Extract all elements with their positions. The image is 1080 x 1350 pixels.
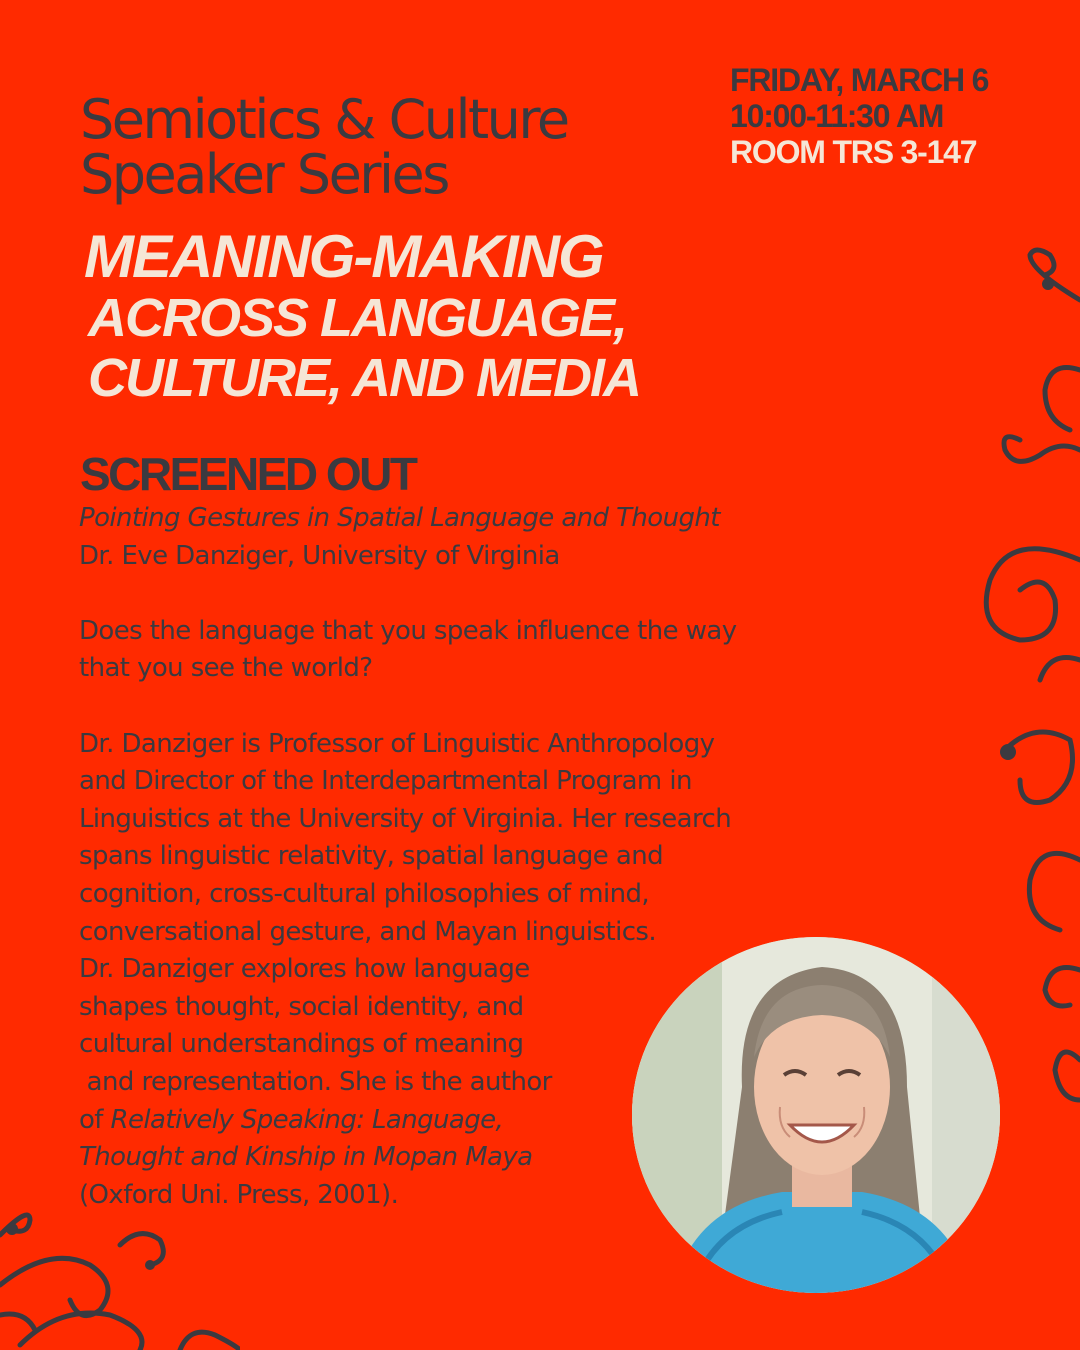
book-title-part-1: Relatively Speaking: Language,	[110, 1104, 504, 1135]
swirl-ornament-bottom-left	[0, 1195, 240, 1350]
series-title	[80, 88, 700, 206]
talk-title: SCREENED OUT	[80, 448, 416, 500]
question-line-2: that you see the world?	[79, 653, 373, 684]
event-time: 10:00-11:30 AM	[730, 98, 944, 134]
theme-line-1: MEANING-MAKING	[84, 223, 603, 290]
speaker-name: Dr. Eve Danziger, University of Virginia	[79, 540, 560, 571]
event-date: FRIDAY, MARCH 6	[730, 62, 989, 98]
bio-line: spans linguistic relativity, spatial language and	[79, 841, 663, 872]
bio-line: shapes thought, social identity, and	[79, 991, 524, 1022]
event-room: ROOM TRS 3-147	[730, 134, 977, 170]
bio-line: cultural understandings of meaning	[79, 1029, 524, 1060]
bio-line: Dr. Danziger is Professor of Linguistic Anthropology	[79, 728, 715, 759]
book-title-part-2: Thought and Kinship in Mopan Maya	[79, 1142, 533, 1173]
theme-headline	[84, 223, 724, 408]
theme-line-3: CULTURE, AND MEDIA	[88, 348, 640, 408]
event-details	[730, 62, 1060, 170]
series-title-line-1: Semiotics & Culture	[80, 88, 568, 151]
swirl-ornament-right	[960, 240, 1080, 1140]
bio-line: cognition, cross-cultural philosophies of mind,	[79, 878, 650, 909]
bio-line: and Director of the Interdepartmental Program in	[79, 766, 692, 797]
speaker-photo	[632, 937, 1000, 1293]
talk-subtitle: Pointing Gestures in Spatial Language and Thought	[79, 503, 720, 533]
spacer	[79, 688, 839, 726]
book-publisher: (Oxford Uni. Press, 2001).	[79, 1179, 399, 1210]
book-prefix: of	[79, 1104, 111, 1135]
spacer	[79, 575, 839, 613]
bio-line: and representation. She is the author	[79, 1066, 552, 1097]
bio-line: Dr. Danziger explores how language	[79, 954, 530, 985]
theme-line-2: ACROSS LANGUAGE,	[88, 288, 627, 348]
question-line-1: Does the language that you speak influence the way	[79, 615, 737, 646]
bio-line: Linguistics at the University of Virginia. Her research	[79, 803, 732, 834]
bio-line: conversational gesture, and Mayan linguistics.	[79, 916, 657, 947]
series-title-line-2: Speaker Series	[80, 143, 448, 206]
